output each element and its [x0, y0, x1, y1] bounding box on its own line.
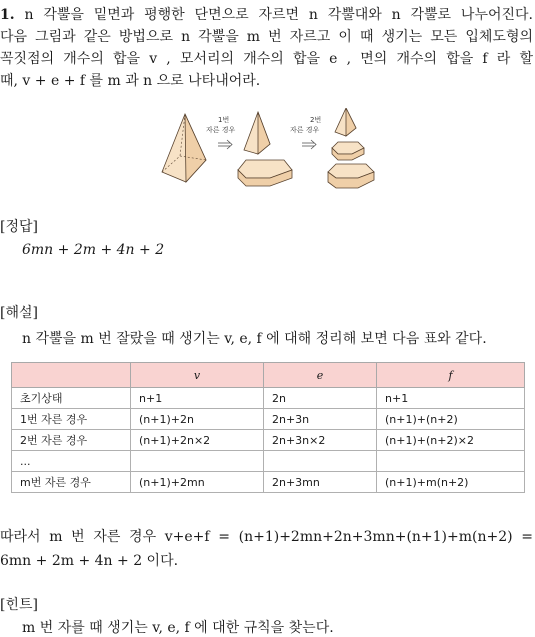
table-header-f: f — [377, 363, 525, 388]
twice-cut-pyramid — [335, 108, 356, 136]
problem-line-2: 다음 그림과 같은 방법으로 n 각뿔을 m 번 자르고 이 때 생기는 모든 입체도형의 — [0, 29, 533, 45]
problem-line-4: 때, v + e + f 를 m 과 n 으로 나타내어라. — [0, 73, 261, 89]
table-cell — [377, 451, 525, 472]
table-row — [12, 388, 525, 409]
once-cut-pyramid — [244, 112, 270, 154]
explanation-conclusion-line-2: 6mn + 2m + 4n + 2 이다. — [0, 553, 179, 569]
table-cell: (n+1)+2mn — [131, 472, 264, 493]
hint-heading: [힌트] — [0, 597, 38, 613]
table-header-row — [12, 363, 525, 388]
table-cell: (n+1)+2n — [131, 409, 264, 430]
result-table — [11, 362, 525, 493]
table-header-blank — [12, 363, 131, 388]
cut-once-label-line2: 자른 경우 — [206, 126, 236, 134]
table-cell — [264, 451, 377, 472]
cut-twice-label-line1: 2번 — [310, 116, 322, 124]
table-cell: m번 자른 경우 — [12, 472, 131, 493]
table-cell: n+1 — [131, 388, 264, 409]
arrow-right-icon — [218, 140, 232, 149]
answer-heading: [정답] — [0, 219, 38, 235]
table-header-e: e — [264, 363, 377, 388]
explanation-intro: n 각뿔을 m 번 잘랐을 때 생기는 v, e, f 에 대해 정리해 보면 다음 표와 같다. — [22, 331, 487, 347]
table-cell: 초기상태 — [12, 388, 131, 409]
table-row — [12, 430, 525, 451]
explanation-conclusion-line-1: 따라서 m 번 자른 경우 v+e+f = (n+1)+2mn+2n+3mn+(n+1)+m(n+2) = — [0, 529, 533, 545]
table-cell: ... — [12, 451, 131, 472]
table-cell: (n+1)+(n+2)×2 — [377, 430, 525, 451]
table-cell: 2n+3n — [264, 409, 377, 430]
table-cell: 2n — [264, 388, 377, 409]
explanation-heading: [해설] — [0, 305, 38, 321]
table-row — [12, 451, 525, 472]
table-row — [12, 409, 525, 430]
cut-once-label-line1: 1번 — [218, 116, 230, 124]
table-cell: n+1 — [377, 388, 525, 409]
problem-line-3: 꼭짓점의 개수의 합을 v , 모서리의 개수의 합을 e , 면의 개수의 합을 f 라 할 — [0, 51, 533, 67]
arrow-right-icon-2 — [302, 140, 316, 149]
original-pyramid — [162, 114, 206, 182]
table-cell: (n+1)+(n+2) — [377, 409, 525, 430]
table-cell: 2n+3mn — [264, 472, 377, 493]
table-cell — [131, 451, 264, 472]
twice-cut-frustum-large — [328, 164, 374, 188]
table-cell: (n+1)+m(n+2) — [377, 472, 525, 493]
pyramid-cut-figure — [160, 108, 380, 190]
table-header-v: v — [131, 363, 264, 388]
table-cell: 1번 자른 경우 — [12, 409, 131, 430]
table-row — [12, 472, 525, 493]
twice-cut-frustum-small — [332, 142, 364, 160]
table-cell: (n+1)+2n×2 — [131, 430, 264, 451]
problem-line-1 — [0, 4, 533, 26]
once-cut-frustum — [238, 160, 292, 186]
table-cell: 2번 자른 경우 — [12, 430, 131, 451]
hint-text: m 번 자를 때 생기는 v, e, f 에 대한 규칙을 찾는다. — [22, 620, 334, 636]
problem-line-1-text: n 각뿔을 밑면과 평행한 단면으로 자르면 n 각뿔대와 n 각뿔로 나누어진다. — [24, 7, 533, 23]
answer-value: 6mn + 2m + 4n + 2 — [22, 242, 165, 258]
problem-number: 1. — [0, 7, 15, 23]
cut-twice-label-line2: 자른 경우 — [290, 126, 320, 134]
table-cell: 2n+3n×2 — [264, 430, 377, 451]
